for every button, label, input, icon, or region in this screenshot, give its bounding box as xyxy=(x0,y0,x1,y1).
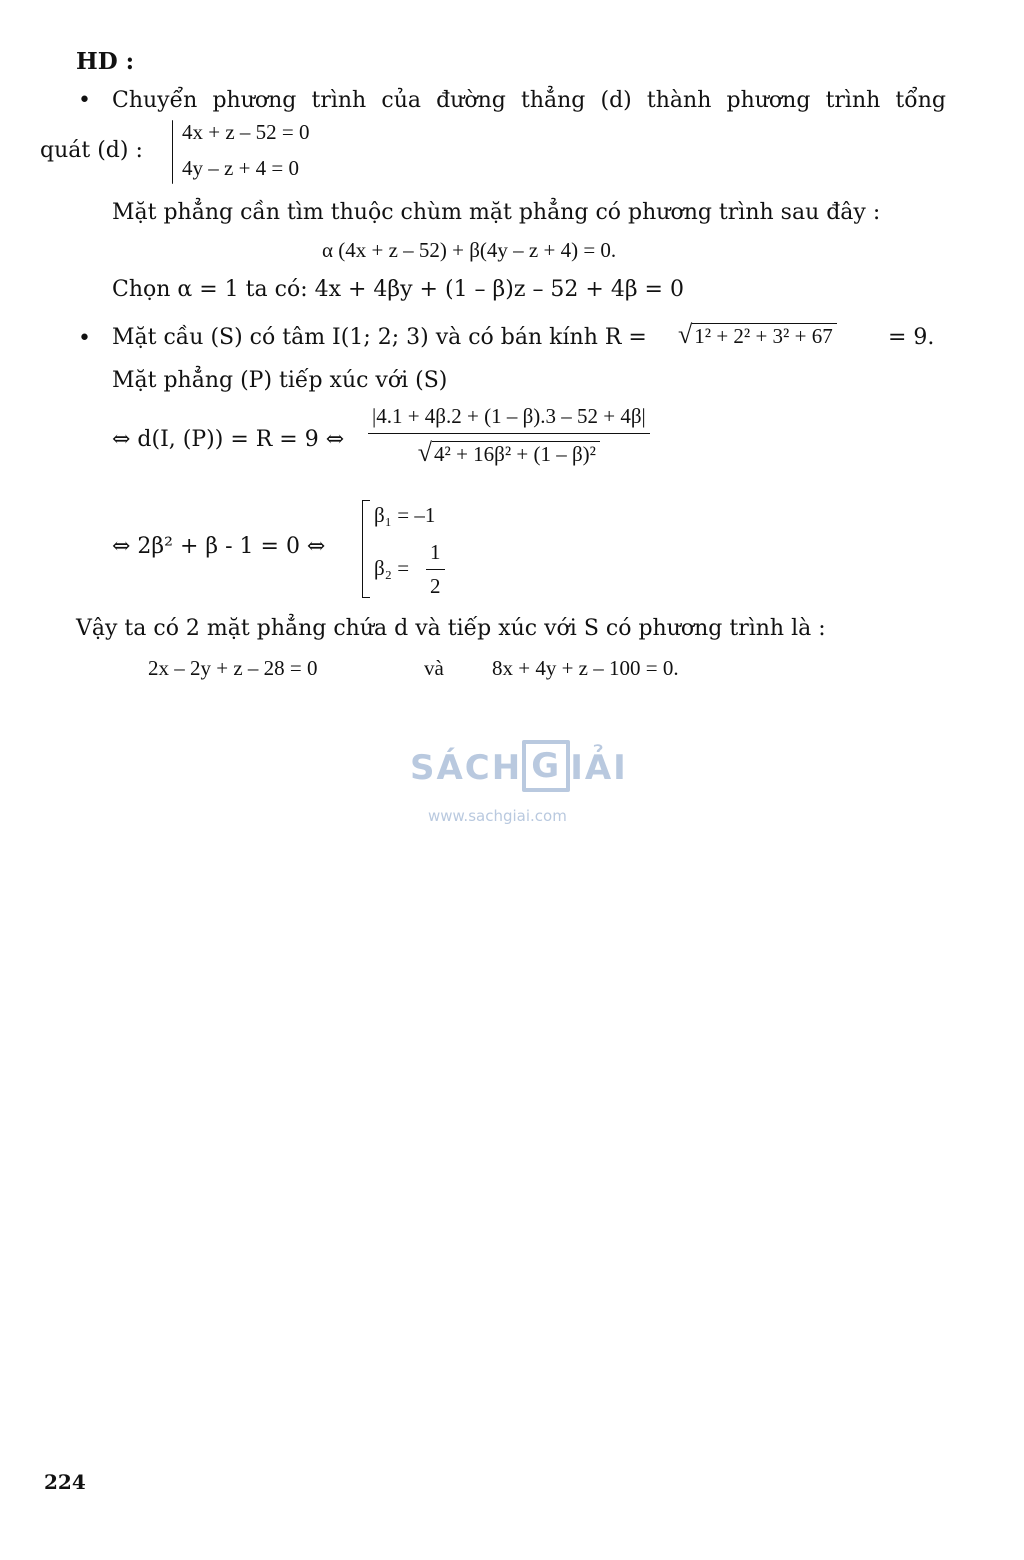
watermark-logo: SÁCH G IẢI xyxy=(410,742,628,794)
paragraph-1-text: Chuyển phương trình của đường thẳng (d) thành phương trình tổng xyxy=(112,88,946,113)
watermark-url: www.sachgiai.com xyxy=(428,807,567,825)
beta-2-fraction: $\frac{1}{2}$ xyxy=(426,540,445,599)
paragraph-2-text: Mặt phẳng cần tìm thuộc chùm mặt phẳng có phương trình sau đây : xyxy=(112,200,881,225)
tangent-condition: Mặt phẳng (P) tiếp xúc với (S) xyxy=(112,368,448,393)
distance-fraction xyxy=(368,404,650,468)
solution-bracket xyxy=(362,500,370,598)
sphere-text: Mặt cầu (S) có tâm I(1; 2; 3) và có bán kính R = xyxy=(112,325,647,350)
quadratic-left: ⇔ 2β² + β - 1 = 0 ⇔ xyxy=(112,534,326,559)
distance-numerator: |4.1 + 4β.2 + (1 – β).3 – 52 + 4β| xyxy=(372,404,646,428)
distance-left: ⇔ d(I, (P)) = R = 9 ⇔ xyxy=(112,427,345,452)
conclusion-text: Vậy ta có 2 mặt phẳng chứa d và tiếp xúc với S có phương trình là : xyxy=(76,616,826,641)
paragraph-1-prefix: quát (d) : xyxy=(40,138,143,163)
plane-equation-2: 8x + 4y + z – 100 = 0. xyxy=(492,656,679,680)
sqrt-sign-icon: √ xyxy=(417,438,433,467)
beta-2-label: β₂ = xyxy=(374,556,410,580)
page-number: 224 xyxy=(44,1470,86,1494)
sqrt-sign-icon: √ xyxy=(678,320,693,349)
bullet-2: • xyxy=(78,326,91,351)
distance-denominator: √4² + 16β² + (1 – β)² xyxy=(368,433,650,468)
system-equation-1: 4x + z – 52 = 0 xyxy=(182,120,310,144)
conjunction: và xyxy=(424,656,444,680)
sqrt-content: 1² + 2² + 3² + 67 xyxy=(692,323,836,349)
system-equation-2: 4y – z + 4 = 0 xyxy=(182,156,300,180)
radius-sqrt xyxy=(678,320,837,350)
pencil-formula: α (4x + z – 52) + β(4y – z + 4) = 0. xyxy=(322,238,617,262)
radius-result: = 9. xyxy=(888,325,935,350)
beta-1: β₁ = –1 xyxy=(374,503,436,527)
watermark-logo-box: G xyxy=(522,740,570,792)
section-heading: HD : xyxy=(76,48,135,75)
system-brace xyxy=(172,120,173,184)
plane-equation-1: 2x – 2y + z – 28 = 0 xyxy=(148,656,318,680)
bullet-1: • xyxy=(78,88,91,113)
choose-alpha: Chọn α = 1 ta có: 4x + 4βy + (1 – β)z – 52 + 4β = 0 xyxy=(112,277,684,302)
